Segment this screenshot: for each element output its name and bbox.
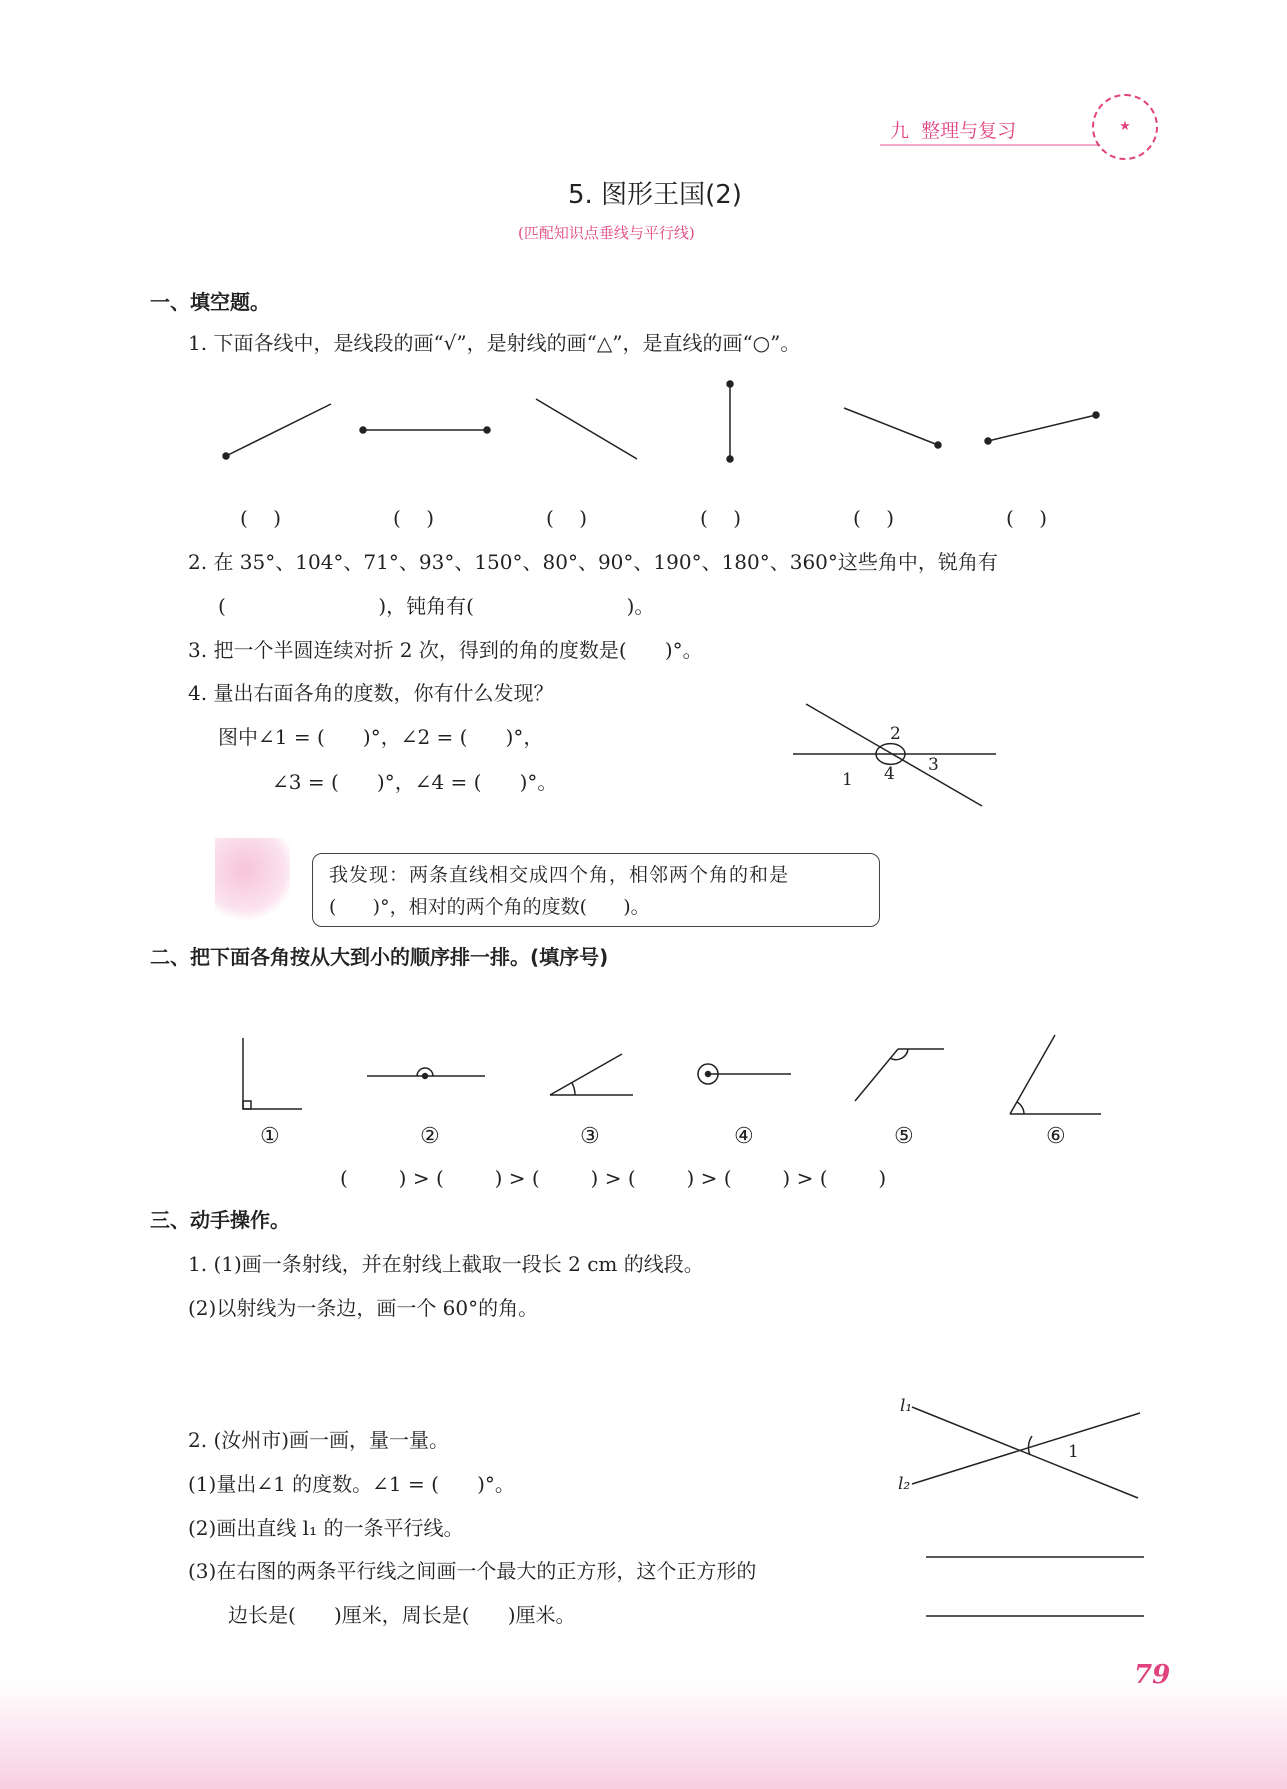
s2-angle-figures xyxy=(243,1035,1101,1114)
angle-number: ⑥ xyxy=(1046,1124,1066,1149)
section3-heading: 三、动手操作。 xyxy=(150,1208,290,1232)
answer-blank[interactable]: ( ) xyxy=(1006,506,1048,530)
section2-heading: 二、把下面各角按从大到小的顺序排一排。(填序号) xyxy=(150,945,609,969)
q4-answers-1[interactable]: 图中∠1 = ( )°，∠2 = ( )°， xyxy=(218,725,544,749)
page-title: 5. 图形王国(2) xyxy=(568,180,742,210)
s3-q2-text: 2. (汝州市)画一画，量一量。 xyxy=(188,1428,450,1452)
q4-answers-2[interactable]: ∠3 = ( )°，∠4 = ( )°。 xyxy=(272,770,558,794)
answer-blank[interactable]: ( ) xyxy=(700,506,742,530)
section1-heading: 一、填空题。 xyxy=(150,290,270,314)
s3-q1-part2: (2)以射线为一条边，画一个 60°的角。 xyxy=(188,1296,539,1320)
angle-label: 1 xyxy=(842,770,853,790)
answer-blank[interactable]: ( ) xyxy=(393,506,435,530)
q4-text: 4. 量出右面各角的度数，你有什么发现？ xyxy=(188,681,554,705)
line-label-l1: l₁ xyxy=(900,1396,913,1416)
angle-number: ④ xyxy=(734,1124,754,1149)
angle-label: 3 xyxy=(928,755,939,775)
bubble-text-1: 我发现：两条直线相交成四个角，相邻两个角的和是 xyxy=(329,864,790,886)
angle-number: ② xyxy=(420,1124,440,1149)
s3-q2-part4[interactable]: 边长是( )厘米，周长是( )厘米。 xyxy=(228,1603,576,1627)
q2-text: 2. 在 35°、104°、71°、93°、150°、80°、90°、190°、180°、360°这些角中，锐角有 xyxy=(188,550,998,574)
bubble-text-2[interactable]: ( )°，相对的两个角的度数( )。 xyxy=(329,896,650,918)
line-label-l2: l₂ xyxy=(898,1474,911,1494)
q1-line-figures xyxy=(223,381,1099,462)
s3-q2-part2: (2)画出直线 l₁ 的一条平行线。 xyxy=(188,1516,464,1540)
q4-intersecting-lines-figure xyxy=(793,704,996,806)
answer-blank[interactable]: ( ) xyxy=(240,506,282,530)
angle-number: ⑤ xyxy=(894,1124,914,1149)
s3-q1-part1: 1. (1)画一条射线，并在射线上截取一段长 2 cm 的线段。 xyxy=(188,1252,704,1276)
s3-q2-part3: (3)在右图的两条平行线之间画一个最大的正方形，这个正方形的 xyxy=(188,1559,757,1583)
q2-blanks[interactable]: ( )，钝角有( )。 xyxy=(218,594,655,618)
q3-text: 3. 把一个半圆连续对折 2 次，得到的角的度数是( )°。 xyxy=(188,638,703,662)
logo-seal: ★ xyxy=(1092,94,1158,160)
s3-lines-figure xyxy=(912,1407,1144,1616)
angle-number: ① xyxy=(260,1124,280,1149)
chapter-header: 九 整理与复习 xyxy=(890,120,1017,142)
answer-blank[interactable]: ( ) xyxy=(546,506,588,530)
page-number: 79 xyxy=(1134,1660,1171,1690)
angle-number: ③ xyxy=(580,1124,600,1149)
angle-label: 2 xyxy=(890,724,901,744)
answer-blank[interactable]: ( ) xyxy=(853,506,895,530)
order-blanks[interactable]: ( ) > ( ) > ( ) > ( ) > ( ) > ( ) xyxy=(340,1166,887,1190)
angle-label: 4 xyxy=(884,764,895,784)
page-subtitle: (匹配知识点垂线与平行线) xyxy=(518,224,695,242)
q1-text: 1. 下面各线中，是线段的画“√”，是射线的画“△”，是直线的画“○”。 xyxy=(188,331,801,355)
angle-label: 1 xyxy=(1068,1442,1079,1462)
s3-q2-part1[interactable]: (1)量出∠1 的度数。∠1 = ( )°。 xyxy=(188,1472,515,1496)
